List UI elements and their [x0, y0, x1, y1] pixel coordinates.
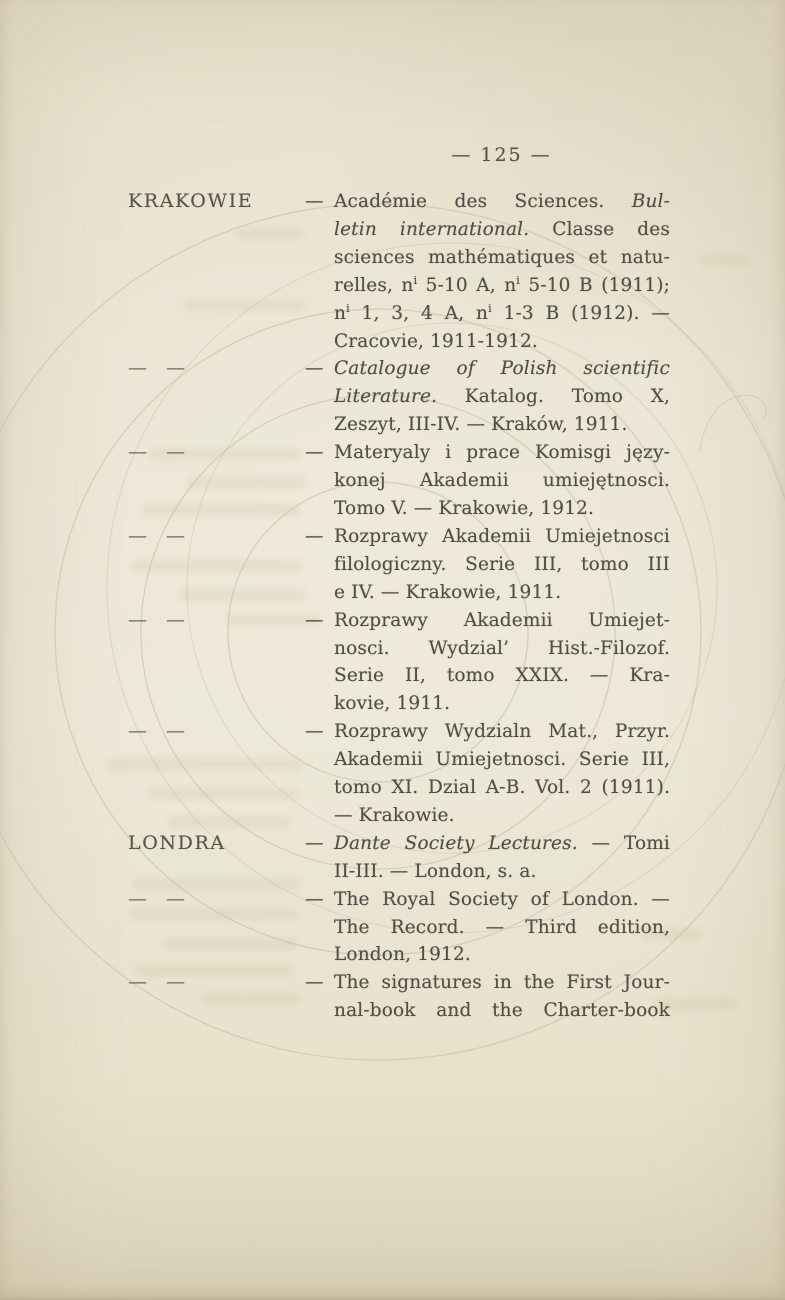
ditto-mark: — —	[128, 524, 186, 547]
text-segment: Rozprawy Akademii Umiejetnosci	[334, 525, 670, 547]
text-segment: n	[334, 302, 347, 324]
ditto-mark: — —	[128, 608, 186, 631]
entry-dash: —	[305, 609, 324, 631]
text-segment: 5-10 A, n	[417, 274, 517, 296]
text-line	[334, 300, 670, 328]
text-segment: nal-book and the Charter-book	[334, 1000, 670, 1022]
entry-text	[305, 718, 670, 830]
text-line	[305, 523, 670, 551]
text-line	[334, 328, 670, 356]
text-line	[305, 607, 670, 635]
text-line	[334, 579, 670, 607]
text-segment: filologiczny. Serie III, tomo III	[334, 553, 670, 575]
text-line	[305, 886, 670, 914]
text-line	[334, 411, 670, 439]
superscript-text: i	[346, 301, 350, 315]
text-line	[334, 774, 670, 802]
superscript-text: i	[516, 273, 520, 287]
text-segment: Katalog. Tomo X,	[437, 386, 670, 408]
text-segment: Rozprawy Akademii Umiejet-	[334, 609, 670, 631]
text-segment: konej Akademii umiejętnosci.	[334, 470, 670, 492]
entry-text	[305, 830, 670, 886]
text-segment: London, 1912.	[334, 944, 471, 966]
text-segment: 1, 3, 4 A, n	[349, 302, 489, 324]
text-line	[334, 802, 670, 830]
text-segment: Classe des	[529, 218, 670, 240]
entry-dash: —	[305, 525, 324, 547]
entry-text	[305, 355, 670, 439]
ditto-mark: — —	[128, 971, 186, 994]
text-line	[334, 914, 670, 942]
text-line	[334, 216, 670, 244]
text-segment: Serie II, tomo XXIX. — Kra-	[334, 665, 670, 687]
showthrough-smudge	[700, 255, 750, 265]
italic-text: Bul-	[631, 191, 670, 212]
entry-dash: —	[305, 832, 324, 854]
italic-text: letin international.	[334, 218, 530, 240]
entry-dash: —	[305, 888, 324, 910]
text-line	[305, 718, 670, 746]
entry-row	[128, 439, 670, 523]
text-line	[305, 355, 670, 383]
place-label: KRAKOWIE	[128, 190, 254, 212]
text-line	[334, 551, 670, 579]
text-line	[334, 662, 670, 690]
text-line	[334, 997, 670, 1025]
text-line	[305, 439, 670, 467]
ditto-mark: — —	[128, 720, 186, 743]
text-segment: 5-10 B (1911);	[519, 274, 670, 296]
text-segment: nosci. Wydzial’ Hist.-Filozof.	[334, 637, 670, 659]
text-line	[334, 467, 670, 495]
text-line	[334, 690, 670, 718]
entry-row	[128, 886, 670, 970]
text-segment: — Krakowie.	[334, 804, 455, 826]
text-segment: Akademii Umiejetnosci. Serie III,	[334, 749, 670, 771]
superscript-text: i	[488, 301, 492, 315]
text-line	[305, 830, 670, 858]
ditto-mark: — —	[128, 357, 186, 380]
italic-text: Catalogue of Polish scientific	[334, 358, 670, 380]
text-segment: — Tomi	[577, 832, 670, 854]
entries	[128, 188, 670, 1025]
entry-text	[305, 886, 670, 970]
entry-text	[305, 439, 670, 523]
text-line	[334, 941, 670, 969]
entry-dash: —	[305, 721, 324, 743]
text-segment: relles, n	[334, 274, 414, 296]
text-segment: Rozprawy Wydzialn Mat., Przyr.	[334, 721, 670, 743]
entry-text	[305, 188, 670, 355]
text-line	[305, 188, 670, 216]
entry-text	[305, 523, 670, 607]
text-segment: The Record. — Third edition,	[334, 916, 670, 938]
text-segment: Tomo V. — Krakowie, 1912.	[334, 497, 595, 519]
text-segment: e IV. — Krakowie, 1911.	[334, 581, 562, 603]
entry-row	[128, 523, 670, 607]
entry-dash: —	[305, 191, 324, 212]
text-segment: The signatures in the First Jour-	[334, 972, 670, 994]
entry-text	[305, 969, 670, 1025]
ditto-mark: — —	[128, 441, 186, 464]
page-number: — 125 —	[451, 144, 552, 166]
entry-row	[128, 607, 670, 719]
text-segment: sciences mathématiques et natu-	[334, 246, 670, 268]
text-segment: Materyaly i prace Komisgi języ-	[334, 442, 670, 464]
text-segment: Zeszyt, III-IV. — Kraków, 1911.	[334, 414, 628, 436]
entry-dash: —	[305, 972, 324, 994]
place-label: LONDRA	[128, 831, 226, 854]
text-line	[334, 858, 670, 886]
italic-text: Literature.	[334, 386, 438, 408]
entry-row	[128, 718, 670, 830]
entry-text	[305, 607, 670, 719]
text-segment: Académie des Sciences.	[334, 191, 632, 212]
entry-dash: —	[305, 358, 324, 380]
ditto-mark: — —	[128, 887, 186, 910]
entry-row	[128, 830, 670, 886]
entry-dash: —	[305, 442, 324, 464]
text-line	[334, 495, 670, 523]
text-segment: kovie, 1911.	[334, 693, 451, 715]
entry-row	[128, 355, 670, 439]
text-line	[334, 244, 670, 272]
italic-text: Dante Society Lectures.	[334, 832, 578, 854]
text-segment: The Royal Society of London. —	[334, 888, 670, 910]
text-segment: II-III. — London, s. a.	[334, 860, 537, 882]
entry-row	[128, 969, 670, 1025]
text-line	[334, 383, 670, 411]
text-segment: tomo XI. Dzial A-B. Vol. 2 (1911).	[334, 777, 670, 799]
page-bottom-edge	[0, 1296, 785, 1300]
text-line	[305, 969, 670, 997]
text-segment: 1-3 B (1912). —	[491, 302, 670, 324]
text-line	[334, 635, 670, 663]
text-line	[334, 272, 670, 300]
entry-row	[128, 188, 670, 355]
superscript-text: i	[413, 273, 418, 287]
text-segment: Cracovie, 1911-1912.	[334, 330, 538, 352]
text-line	[334, 746, 670, 774]
stamp-curl-mark	[700, 395, 766, 452]
